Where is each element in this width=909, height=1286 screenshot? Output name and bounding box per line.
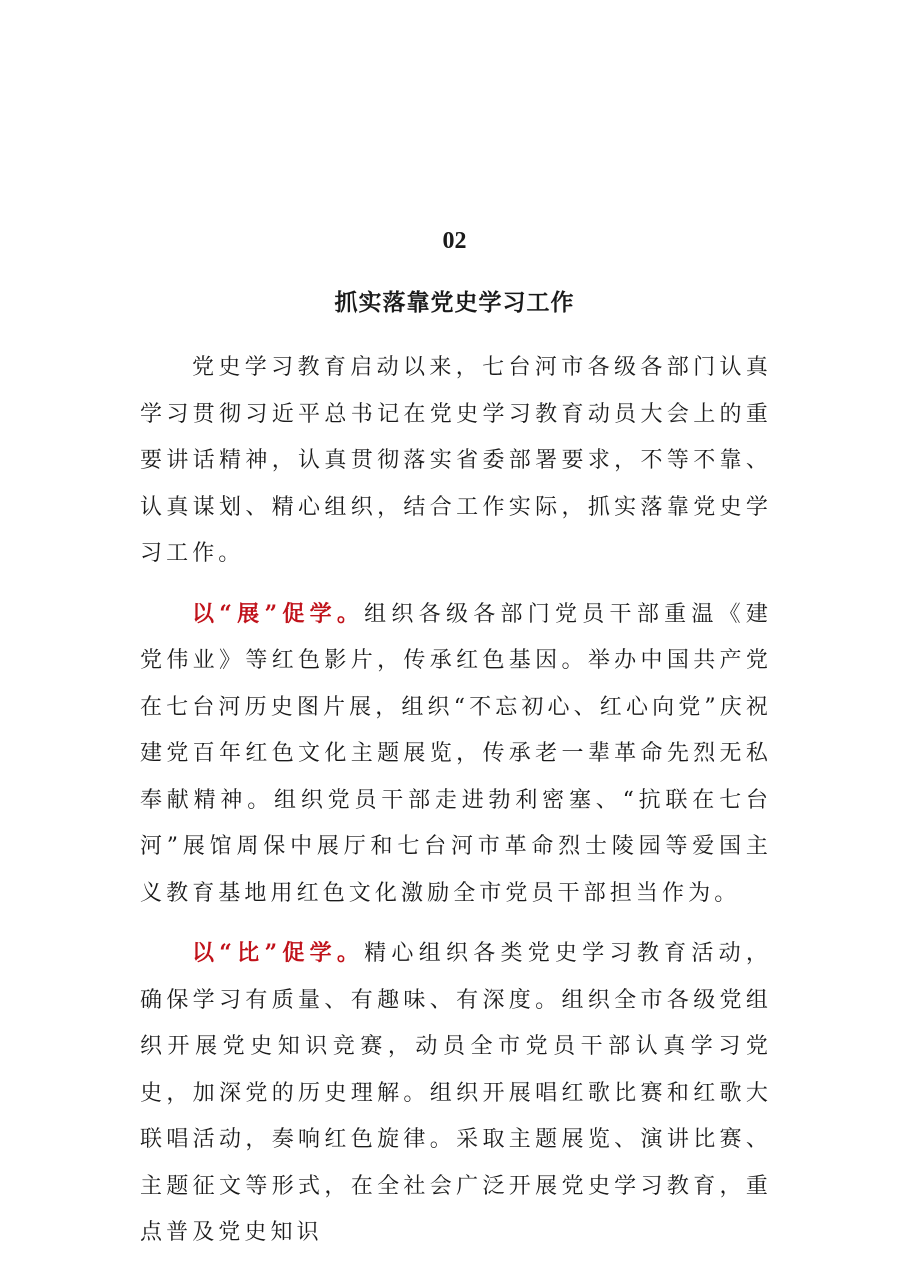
article-body (140, 345, 772, 1270)
section-title: 抓实落靠党史学习工作 (334, 289, 575, 316)
paragraph-exhibition (140, 591, 772, 918)
paragraph-intro (140, 345, 772, 578)
paragraph-lead-heading: 以“比”促学。 (192, 940, 365, 966)
paragraph-competition (140, 930, 772, 1257)
paragraph-text: 组织各级各部门党员干部重温《建党伟业》等红色影片，传承红色基因。举办中国共产党在七台河历史图片展，组织“不忘初心、红心向党”庆祝建党百年红色文化主题展览，传承老一辈革命先烈无私奉献精神。组织党员干部走进勃利密塞、“抗联在七台河”展馆周保中展厅和七台河市革命烈士陵园等爱国主义教育基地用红色文化激励全市党员干部担当作为。 (140, 601, 772, 906)
paragraph-text: 党史学习教育启动以来，七台河市各级各部门认真学习贯彻习近平总书记在党史学习教育动员大会上的重要讲话精神，认真贯彻落实省委部署要求，不等不靠、认真谋划、精心组织，结合工作实际，抓实落靠党史学习工作。 (140, 355, 772, 566)
paragraph-lead-heading: 以“展”促学。 (192, 600, 365, 627)
paragraph-text: 精心组织各类党史学习教育活动，确保学习有质量、有趣味、有深度。组织全市各级党组织开展党史知识竞赛，动员全市党员干部认真学习党史，加深党的历史理解。组织开展唱红歌比赛和红歌大联唱活动，奏响红色旋律。采取主题展览、演讲比赛、主题征文等形式，在全社会广泛开展党史学习教育，重点普及党史知识 (140, 941, 772, 1245)
section-number: 02 (442, 228, 467, 254)
